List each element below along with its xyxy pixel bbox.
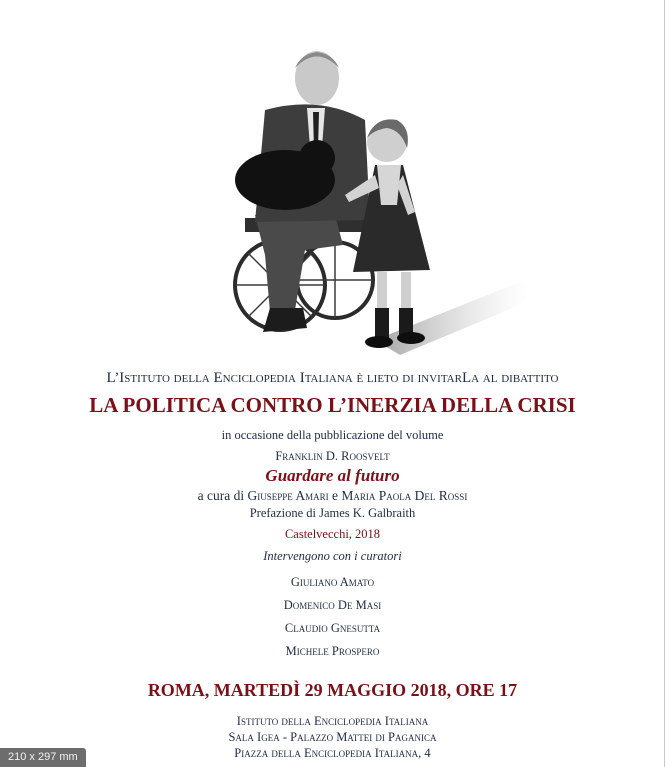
editors-join: e bbox=[332, 488, 339, 503]
venue-line: Piazza della Enciclopedia Italiana, 4 bbox=[234, 746, 431, 760]
speaker-name: Domenico De Masi bbox=[283, 598, 382, 612]
speakers-intro: Intervengono con i curatori bbox=[263, 549, 402, 563]
roosevelt-photo bbox=[225, 40, 535, 360]
page-size-badge: 210 x 297 mm bbox=[0, 748, 86, 767]
venue-line: Istituto della Enciclopedia Italiana bbox=[236, 714, 429, 728]
speaker-name: Giuliano Amato bbox=[290, 575, 375, 589]
event-date: ROMA, MARTEDÌ 29 MAGGIO 2018, ORE 17 bbox=[147, 680, 518, 700]
editor-name: Maria Paola Del Rossi bbox=[341, 488, 468, 503]
book-title: Guardare al futuro bbox=[265, 466, 400, 485]
editors-line bbox=[0, 488, 665, 504]
editor-name: Giuseppe Amari bbox=[247, 488, 329, 503]
occasion-text: in occasione della pubblicazione del volume bbox=[221, 428, 444, 442]
debate-title: LA POLITICA CONTRO L’INERZIA DELLA CRISI bbox=[89, 393, 576, 417]
speaker-name: Michele Prospero bbox=[285, 644, 380, 658]
publisher: Castelvecchi, 2018 bbox=[284, 527, 381, 541]
invitation-intro: L’Istituto della Enciclopedia Italiana è lieto di invitarLa al dibattito bbox=[106, 370, 559, 386]
speaker-name: Claudio Gnesutta bbox=[284, 621, 381, 635]
preface-credit: Prefazione di James K. Galbraith bbox=[249, 506, 416, 520]
editors-prefix: a cura di bbox=[197, 488, 245, 503]
venue-line: Sala Igea - Palazzo Mattei di Paganica bbox=[228, 730, 437, 744]
book-author: Franklin D. Roosvelt bbox=[275, 449, 390, 463]
